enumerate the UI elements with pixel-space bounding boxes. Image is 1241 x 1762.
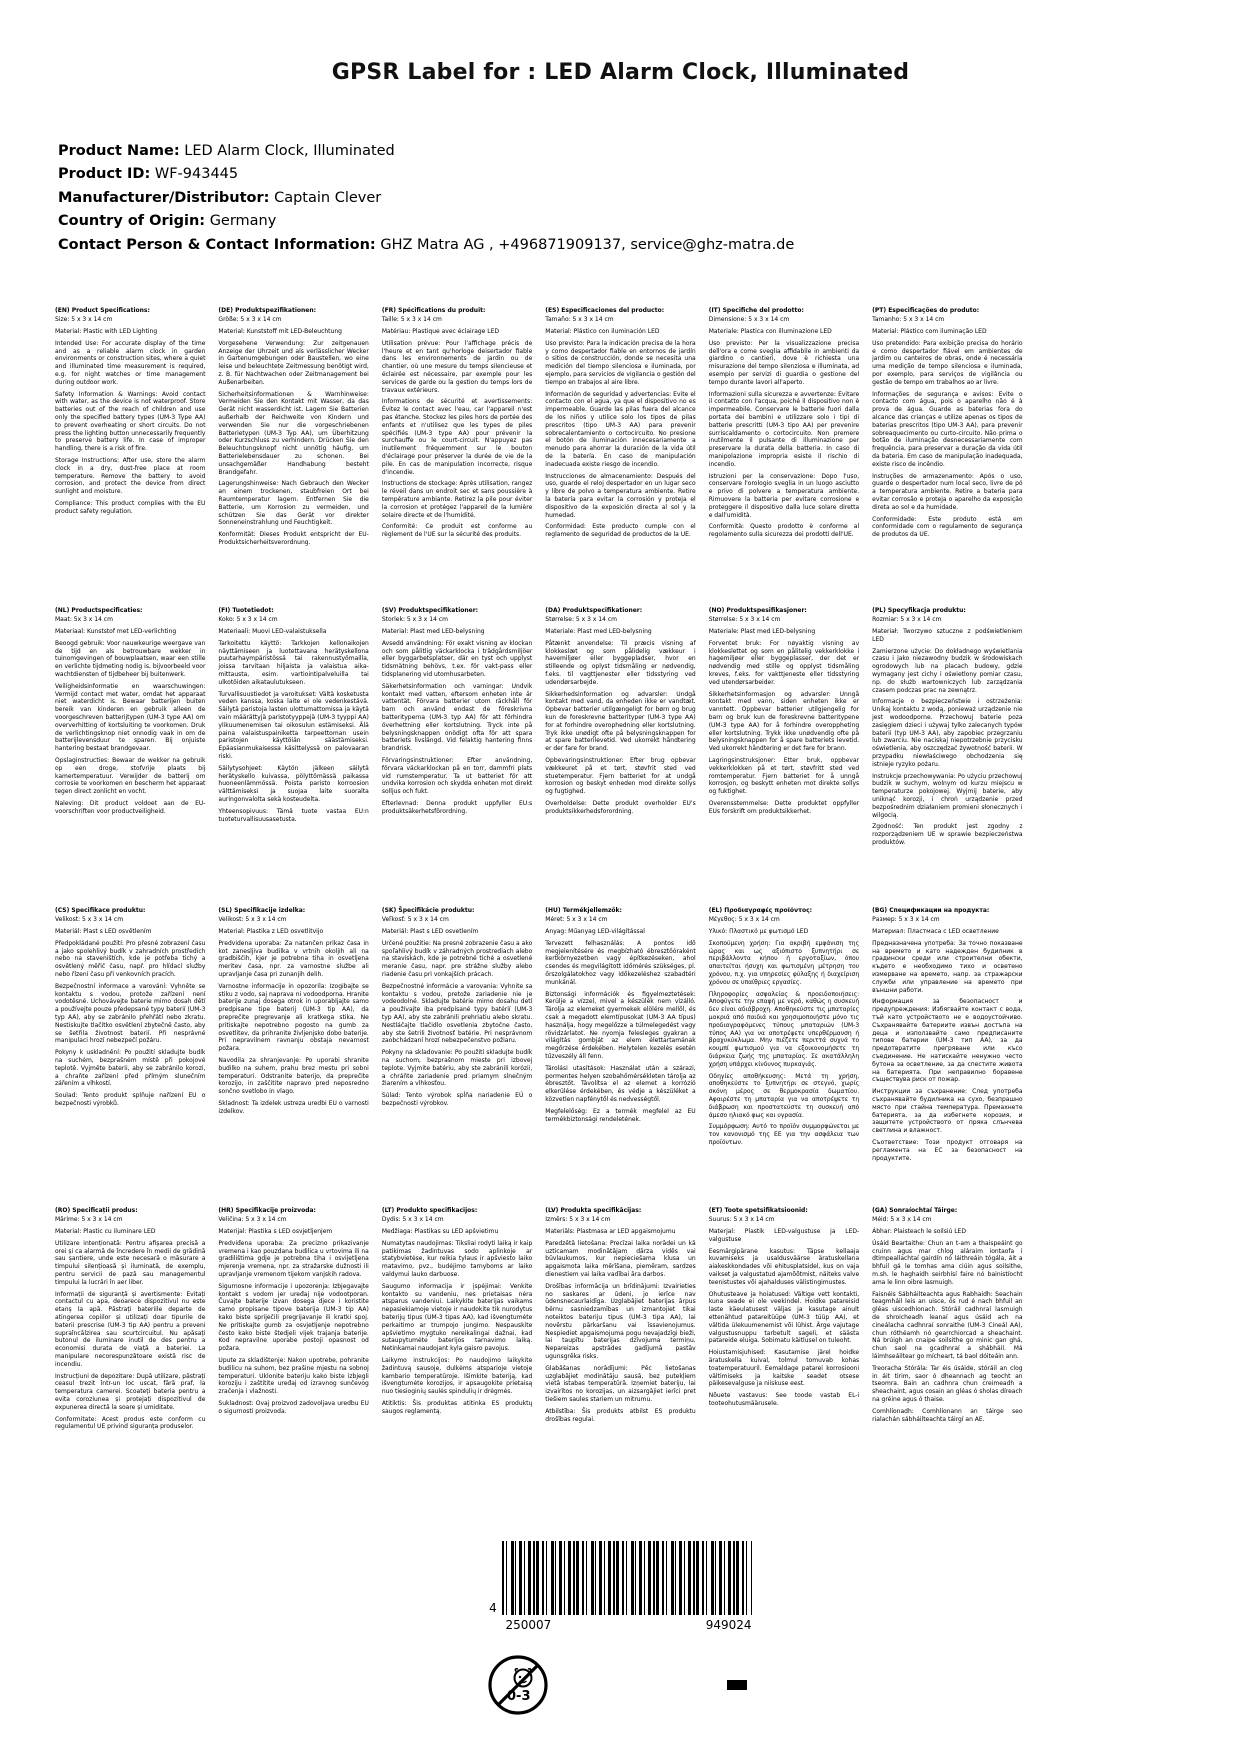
lang-block-da [545,607,695,907]
lang-block-lt [382,1207,532,1507]
lang-paragraph: Navodila za shranjevanje: Po uporabi shranite budilko na suhem, prahu brez mestu pri sobni temperaturi. Odstranite baterijo, da preprečite korozijo, in zaščitite napravo pred neposredno sončno svetlobo in vlago. [218,1056,369,1096]
lang-paragraph: Anyag: Műanyag LED-világítással [545,928,645,936]
lang-header-en: (EN) Product Specifications: [55,307,150,315]
meta-row-country [58,210,1186,233]
lang-paragraph: Medžiaga: Plastikas su LED apšvietimu [381,1228,499,1236]
lang-block-hu [545,907,695,1207]
lang-header-da: (DA) Produktspecifikationer: [545,607,643,615]
lang-paragraph: Sikkerhedsinformation og advarsler: Undgå kontakt med vand, da enheden ikke er vandtæt. Opbevar batterier utilgængeligt for børn og brug kun de foreskrevne batterityper (UM-3 type AA) for at forhindre overophedning eller kortslutning. Tryk ikke unødigt ofte på belysningsknappen for at spare batterilevetid. Ved ukorrekt håndtering er der fare for brand. [545,690,696,753]
product-id-label: Product ID: [58,166,151,183]
lang-block-sk [382,907,532,1207]
lang-paragraph: Informații de siguranță și avertismente: Evitați contactul cu apa, deoarece dispozitivul nu este etanș la apă. Păstrați bateriile departe de atingerea copiilor și utilizați doar tipurile de baterii prescrise (UM-3 tip AA) pentru a preveni supraîncălzirea sau scurtcircuitul. Nu apăsați butonul de iluminare inutil de des pentru a economisi durata de viață a bateriei. La manipulare necorespunzătoare există risc de incendiu. [55,1290,206,1368]
lang-header-cs: (CS) Specifikace produktu: [55,907,146,915]
lang-paragraph: Conformidade: Este produto está em conformidade com o regulamento de segurança de produtos da UE. [872,515,1023,539]
lang-header-hr: (HR) Specifikacije proizvoda: [218,1207,316,1215]
lang-paragraph: Informações de segurança e avisos: Evite o contacto com água, pois o aparelho não é à prova de água. Guarde as baterias fora do alcance das crianças e utilize apenas os tipos de baterias prescritos (tipo UM-3 AA), para prevenir sobreaquecimento ou curto-circuito. Não prima o botão de iluminação desnecessariamente com frequência, para preservar a duração da vida útil da bateria. Em caso de manipulação inadequada, existe risco de incêndio. [872,390,1023,468]
lang-paragraph: Velikost: 5 x 3 x 14 cm [55,916,124,924]
lang-header-nl: (NL) Productspecificaties: [55,607,143,615]
lang-paragraph: Informations de sécurité et avertissements: Évitez le contact avec l'eau, car l'appareil n'est pas étanche. Stockez les piles hors de portée des enfants et n'utilisez que les types de piles spécifiés (UM-3 type AA) pour prévenir la surchauffe ou le court-circuit. N'appuyez pas inutilement fréquemment sur le bouton d'éclairage pour préserver la durée de vie de la pile. En cas de manipulation incorrecte, risque d'incendie. [381,398,533,476]
lang-paragraph: Sigurnosne informacije i upozorenja: Izbjegavajte kontakt s vodom jer uređaj nije vodootporan. Čuvajte baterije izvan dosega djece i koristite samo propisane tipove baterija (UM-3 tip AA) kako biste spriječili pregrijavanje ili kratki spoj. Ne pritiskajte gumb za osvjetljenje nepotrebno često kako biste štedjeli vijek trajanja baterije. Kod nepravilne uporabe postoji opasnost od požara. [218,1282,369,1353]
lang-header-et: (ET) Toote spetsifikatsioonid: [708,1207,808,1215]
lang-body-ro [55,1216,205,1431]
barcode-numbers [490,1618,752,1632]
lang-paragraph: Informacje o bezpieczeństwie i ostrzeżenia: Unikaj kontaktu z wodą, ponieważ urządzenie nie jest wodoodporne. Przechowuj baterie poza zasięgiem dzieci i używaj tylko zalecanych typów baterii (typ UM-3 AA), aby zapobiec przegrzaniu lub zwarciu. Nie naciskaj niepotrzebnie przycisku oświetlenia, aby oszczędzać żywotność baterii. W przypadku niewłaściwego obchodzenia się istnieje ryzyko pożaru. [872,698,1023,768]
lang-paragraph: Méid: 5 x 3 x 14 cm [872,1216,932,1224]
lang-paragraph: Storage Instructions: After use, store the alarm clock in a dry, dust-free place at room temperature. Remove the battery to avoid corrosion, and protect the device from direct sunlight and moisture. [55,456,206,496]
barcode-left-digit: 4 [489,1601,497,1616]
lang-paragraph: Material: Plastic cu iluminare LED [55,1228,156,1236]
lang-block-el [709,907,859,1207]
lang-header-ga: (GA) Sonraíochtaí Táirge: [872,1207,958,1215]
meta-row-product-name [58,140,1186,163]
lang-paragraph: Materiale: Plast med LED-belysning [708,628,816,636]
lang-paragraph: Koko: 5 x 3 x 14 cm [218,616,278,624]
lang-paragraph: Materijal: Plastika s LED osvjetljenjem [218,1228,333,1236]
lang-paragraph: Påtænkt anvendelse: Til præcis visning af klokkeslæt og som pålidelig vækkeur i havemiljøer eller byggepladser, hvor en stilleende og oplyst tidsmåling er nødvendig, f.eks. til vagttjenester eller tidsstyring ved udendørsarbejde. [545,639,696,686]
lang-paragraph: Conformité: Ce produit est conforme au règlement de l'UE sur la sécurité des produits. [381,523,533,539]
barcode-bars [502,1541,752,1615]
product-name-value: LED Alarm Clock, Illuminated [184,143,395,159]
lang-body-hr [218,1216,368,1415]
lang-paragraph: Størrelse: 5 x 3 x 14 cm [545,616,617,624]
lang-paragraph: Glabāšanas norādījumi: Pēc lietošanas uzglabājiet modinātāju sausā, bez putekļiem vietā istabas temperatūrā. Izņemiet bateriju, lai izvairītos no korozijas, un aizsargājiet ierīci pret tiešiem saules stariem un mitrumu. [545,1364,696,1403]
lang-paragraph: Material: Kunststoff mit LED-Beleuchtung [218,328,342,336]
lang-paragraph: Bezpečnostní informace a varování: Vyhněte se kontaktu s vodou, protože zařízení není vodotěsné. Uchovávejte baterie mimo dosah dětí a používejte pouze předepsané typy baterií (UM-3 typ AA), aby se zabránilo přehřátí nebo zkratu. Nestiskujte tlačítko osvětlení zbytečně často, aby se šetřila životnost baterií. Při nesprávné manipulaci hrozí nebezpečí požáru. [55,982,206,1045]
lang-paragraph: Förvaringsinstruktioner: Efter användning, förvara väckarklockan på en torr, dammfri plats vid rumstemperatur. Ta ut batteriet för att undvika korrosion och skydda enheten mot direkt solljus och fukt. [381,756,533,796]
product-id-value: WF-943445 [154,166,239,183]
lang-block-nl [55,607,205,907]
lang-paragraph: Sukladnost: Ovaj proizvod zadovoljava uredbu EU o sigurnosti proizvoda. [218,1399,369,1415]
lang-paragraph: Suurus: 5 x 3 x 14 cm [708,1216,775,1224]
symbol-row [391,1654,851,1716]
lang-paragraph: Σκοπούμενη χρήση: Για ακριβή εμφάνιση της ώρας και ως αξιόπιστο ξυπνητήρι σε περιβάλλοντα κήπου ή εργοταξίων, όπου απαιτείται ήσυχη και φωτισμένη μέτρηση του χρόνου, π.χ. για υπηρεσίες φύλαξης ή διαχείριση χρόνου σε υπαίθριες εργασίες. [708,939,860,986]
lang-paragraph: Storlek: 5 x 3 x 14 cm [381,616,448,624]
lang-body-lt [382,1216,532,1415]
lang-paragraph: Sikkerhetsinformasjon og advarsler: Unngå kontakt med vann, siden enheten ikke er vanntett. Oppbevar batterier utilgjengelig for barn og bruk kun de foreskrevne batteritypene (UM-3 type AA) for å forhindre overoppheting eller kortslutning. Trykk ikke unødvendig ofte på belysningsknappen for å spare batteriets levetid. Ved ukorrekt håndtering er det fare for brann. [708,690,860,753]
lang-paragraph: Upute za skladištenje: Nakon upotrebe, pohranite budilicu na suhom, bez prašine mjestu na sobnoj temperaturi. Uklonite bateriju kako biste izbjegli koroziju i zaštitite uređaj od izravnog sunčevog zračenja i vlažnosti. [218,1356,369,1396]
lang-body-pl [872,616,1022,847]
lang-paragraph: Informazioni sulla sicurezza e avvertenze: Evitare il contatto con l'acqua, poiché il dispositivo non è impermeabile. Conservare le batterie fuori dalla portata dei bambini e utilizzare solo i tipi di batterie prescritti (UM-3 tipo AA) per prevenire surriscaldamento o cortocircuito. Non premere inutilmente il pulsante di illuminazione per preservare la durata della batteria. In caso di manipolazione impropria esiste il rischio di incendio. [708,390,860,468]
lang-paragraph: Tervezett felhasználás: A pontos idő megjelenítésére és megbízható ébresztőóraként kertkörnyezetben vagy építkezéseken, ahol csendes és megvilágított időmérés szükséges, pl. őrszolgálatokhoz vagy időkezeléshez szabadtéri munkánál. [545,939,696,986]
lang-paragraph: Nõuete vastavus: See toode vastab EL-i tooteohutusmäärusele. [708,1392,860,1407]
lang-header-hu: (HU) Termékjellemzők: [545,907,622,915]
lang-paragraph: Efterlevnad: Denna produkt uppfyller EU:s produktsäkerhetsförordning. [381,799,533,815]
lang-paragraph: Forventet bruk: For nøyaktig visning av klokkeslettet og som en pålitelig vekkerklokke i hagemiljøer eller byggeplasser, der det er nødvendig med stille og opplyst tidsmåling kreves, f.eks. for vakttjeneste eller tidsstyring ved utendørsarbeider. [708,639,860,686]
lang-paragraph: Съответствие: Този продукт отговаря на регламента на ЕС за безопасност на продуктите. [872,1138,1023,1162]
not-for-children-under-3-icon [487,1654,549,1716]
lang-block-en [55,307,205,607]
contact-value: GHZ Matra AG , +496871909137, service@ghz-matra.de [380,236,795,253]
lang-paragraph: Lagerungshinweise: Nach Gebrauch den Wecker an einem trockenen, staubfreien Ort bei Raumtemperatur lagern. Entfernen Sie die Batterie, um Korrosion zu vermeiden, und schützen Sie das Gerät vor direkter Sonneneinstrahlung und Feuchtigkeit. [218,480,369,527]
lang-body-no [709,616,859,815]
lang-paragraph: Mărime: 5 x 3 x 14 cm [55,1216,123,1224]
lang-paragraph: Rozmiar: 5 x 3 x 14 cm [872,616,942,624]
lang-paragraph: Instrukcje przechowywania: Po użyciu przechowuj budzik w suchym, wolnym od kurzu miejscu w temperaturze pokojowej. Wyjmij baterie, aby uniknąć korozji, i chroń urządzenie przed bezpośrednim działaniem promieni słonecznych i wilgocią. [872,772,1023,819]
lang-paragraph: Treoracha Stórála: Tar éis úsáide, stóráil an clog in áit tirim, saor ó dheannach ag teocht an tseomra. Bain an cadhnra chun creimeadh a sheachaint, agus cosain an gléas ó sholas díreach na gréine agus ó thaise. [872,1364,1023,1403]
lang-body-da [545,616,695,815]
lang-block-ga [872,1207,1022,1507]
lang-paragraph: Информация за безопасност и предупреждения: Избягвайте контакт с вода, тъй като устройството не е водоустойчиво. Съхранявайте батериите извън достъпа на деца и използвайте само предписаните типове батерии (UM-3 тип AA), за да предотвратите прегряване или късо съединение. Не натискайте ненужно често бутона за осветление, за да спестите живота на батерията. При неправилно боравене съществува риск от пожар. [872,998,1023,1084]
lang-paragraph: Veličina: 5 x 3 x 14 cm [218,1216,287,1224]
lang-block-de [218,307,368,607]
lang-paragraph: Pokyny na skladovanie: Po použití skladujte budík na suchom, bezprašnom mieste pri izbovej teplote. Vyjmite batériu, aby ste zabránili korózii, a chráňte zariadenie pred priamym slnečným žiarením a vlhkosťou. [381,1049,533,1088]
lang-paragraph: Tárolási utasítások: Használat után a szárazi, pormentes helyen szobahőmérsékleten tárolja az ébresztőt. Távolítsa el az elemet a korrózió elkerülése érdekében, és védje a készüléket a közvetlen napfénytől és nedvességtől. [545,1064,696,1103]
lang-block-et [709,1207,859,1507]
lang-paragraph: Ohutusteave ja hoiatused: Vältige vett kontakti, kuna seade ei ole veekindel. Hoidke patareisid laste käeulatusest väljas ja kasutage ainult ettenähtud patareitüüpe (UM-3 tüüp AA), et vältida ülekuumenemist või lühist. Ärge vajutage valgustusnuppu tarbetult sageli, et säästa patareide eluiga. Sobimatu käitlusel on tuleoht. [708,1290,860,1345]
lang-paragraph: Lagringsinstruksjoner: Etter bruk, oppbevar vekkerklokken på et tørt, støvfritt sted ved romtemperatur. Fjern batteriet for å unngå korrosjon, og beskytt enheten mot direkte sollys og fuktighet. [708,756,860,796]
lang-header-fi: (FI) Tuotetiedot: [218,607,274,615]
lang-paragraph: Material: Plastika z LED osvetlitvijo [218,928,324,936]
lang-paragraph: Dydis: 5 x 3 x 14 cm [381,1216,444,1224]
lang-paragraph: Material: Plástico com iluminação LED [872,328,987,336]
language-sections-grid [55,307,1186,1507]
lang-header-fr: (FR) Spécifications du produit: [381,307,486,315]
lang-body-sl [218,916,368,1115]
lang-block-hr [218,1207,368,1507]
lang-paragraph: Utilizare intenționată: Pentru afișarea precisă a orei și ca alarmă de încredere în medii de grădină sau șantiere, unde este necesară o măsurare a timpului silențioasă și iluminată, de exemplu, pentru servicii de pază sau managementul timpului la lucrări în aer liber. [55,1239,206,1286]
lang-paragraph: Размер: 5 x 3 x 14 cm [872,916,940,924]
lang-paragraph: Overensstemmelse: Dette produktet oppfyller EUs forskrift om produktsikkerhet. [708,799,860,815]
lang-block-empty-3 [1036,907,1186,1207]
lang-paragraph: Materiaali: Muovi LED-valaistuksella [218,628,327,636]
lang-paragraph: Naleving: Dit product voldoet aan de EU-voorschriften voor productveiligheid. [55,799,206,815]
lang-paragraph: Materiaal: Kunststof met LED-verlichting [55,628,177,636]
lang-paragraph: Υλικό: Πλαστικό με φωτισμό LED [708,928,809,936]
product-name-label: Product Name: [58,143,180,159]
contact-label: Contact Person & Contact Information: [58,236,376,253]
lang-paragraph: Soulad: Tento produkt splňuje nařízení EU o bezpečnosti výrobků. [55,1092,206,1107]
lang-paragraph: Zamierzone użycie: Do dokładnego wyświetlania czasu i jako niezawodny budzik w środowiskach ogrodowych lub na placach budowy, gdzie wymagany jest cichy i oświetlony pomiar czasu, np. do służb wartowniczych lub zarządzania czasem podczas prac na zewnątrz. [872,647,1023,694]
lang-paragraph: Uso previsto: Per la visualizzazione precisa dell'ora e come sveglia affidabile in ambienti da giardino o cantieri, dove è richiesta una misurazione del tempo silenziosa e illuminata, ad esempio per servizi di guardia o gestione del tempo durante lavori all'aperto. [708,339,860,386]
lang-block-it [709,307,859,607]
lang-paragraph: Size: 5 x 3 x 14 cm [55,316,113,324]
lang-header-sl: (SL) Specifikacije izdelka: [218,907,306,915]
lang-paragraph: Taille: 5 x 3 x 14 cm [381,316,442,324]
lang-block-empty-1 [1036,307,1186,607]
lang-paragraph: Vorgesehene Verwendung: Zur zeitgenauen Anzeige der Uhrzeit und als verlässlicher Wecker in Gartenumgebungen oder Baustellen, wo eine leise und beleuchtete Zeitmessung benötigt wird, z. B. für Nachtwachen oder Zeitmanagement bei Außenarbeiten. [218,339,369,386]
lang-body-nl [55,616,205,815]
lang-paragraph: Atitiktis: Šis produktas atitinka ES produktų saugos reglamentą. [381,1399,533,1415]
manufacturer-label: Manufacturer/Distributor: [58,189,270,206]
lang-block-bg [872,907,1022,1207]
lang-paragraph: Instrucțiuni de depozitare: După utilizare, păstrați ceasul trezit într-un loc uscat, fără praf, la temperatura camerei. Scoateți bateria pentru a evita coroziunea și protejați dispozitivul de expunerea directă la soare și umiditate. [55,1372,206,1411]
lang-paragraph: Conformidad: Este producto cumple con el reglamento de seguridad de productos de la UE. [545,523,696,539]
lang-paragraph: Säkerhetsinformation och varningar: Undvik kontakt med vatten, eftersom enheten inte är vattentät. Förvara batterier utom räckhåll för barn och använd endast de föreskrivna batterityperna (UM-3 typ AA) för att förhindra överhettning eller kortslutning. Tryck inte på belysningsknappen onödigt ofta för att spara batteriets livslängd. Vid felaktig hantering finns brandrisk. [381,682,533,753]
lang-paragraph: Určené použitie: Na presné zobrazenie času a ako spoľahlivý budík v záhradných prostrediach alebo na staviskách, kde je potrebné tiché a osvetlené meranie času, napr. pre strážne služby alebo riadenie času pri vonkajších prácach. [381,939,533,978]
lang-paragraph: Skladnost: Ta izdelek ustreza uredbi EU o varnosti izdelkov. [218,1099,369,1115]
lang-paragraph: Größe: 5 x 3 x 14 cm [218,316,282,324]
lang-paragraph: Materjal: Plastik LED-valgustuse ja LED-valgustuse [708,1228,860,1243]
lang-paragraph: Dimensione: 5 x 3 x 14 cm [708,316,790,324]
lang-paragraph: Istruzioni per la conservazione: Dopo l'uso, conservare l'orologio sveglia in un luogo asciutto e privo di polvere a temperatura ambiente. Rimuovere la batteria per evitare corrosione e proteggere il dispositivo dalla luce solare diretta e dall'umidità. [708,472,860,519]
lang-body-bg [872,916,1022,1162]
ce-marking-icon [659,1654,755,1716]
lang-header-es: (ES) Especificaciones del producto: [545,307,665,315]
lang-paragraph: Drošības informācija un brīdinājumi: Izvairieties no saskares ar ūdeni, jo ierīce nav ūdensnecaurlaidīga. Uzglabājiet baterijas ārpus bērnu sasniedzamības un izmantojiet tikai noteiktos bateriju tipus (UM-3 tipa AA), lai novērstu pārkaršanu vai īssavienojumus. Nespiediet apgaismojuma pogu nevajadzīgi bieži, lai taupītu baterijas dzīvojuma termiņu. Nepareizas apstrādes gadījumā pastāv ugunsgrēka risks. [545,1282,696,1360]
lang-paragraph: Veľkosť: 5 x 3 x 14 cm [381,916,449,924]
lang-body-el [709,916,859,1147]
lang-paragraph: Eesmärgipärane kasutus: Täpse kellaaja kuvamiseks ja usaldusväärse äratuskellana aiakeskkondades või ehitusplatsidel, kus on vaja vaikset ja valgustatud ajamõõtmist, näiteks valve teenistustes või ajahalduses välistingimustes. [708,1247,860,1286]
lang-body-fi [218,616,368,823]
lang-paragraph: Zgodność: Ten produkt jest zgodny z rozporządzeniem UE w sprawie bezpieczeństwa produktów. [872,823,1023,846]
lang-paragraph: Předpokládané použití: Pro přesné zobrazení času a jako spolehlivý budík v zahradních prostředích nebo na staveništích, kde je potřeba tichý a osvětlený měřič času, např. pro hlídací služby nebo řízení času při venkovních pracích. [55,939,206,978]
lang-body-pt [872,316,1022,539]
lang-body-it [709,316,859,539]
lang-paragraph: Intended Use: For accurate display of the time and as a reliable alarm clock in garden environments or construction sites, where a quiet and illuminated time measurement is required, e.g. for night watches or time management during outdoor work. [55,339,206,386]
barcode-group-1: 250007 [505,1618,552,1633]
lang-paragraph: Opbevaringsinstruktioner: Efter brug opbevar vækkeuret på et tørt, støvfrit sted ved stuetemperatur. Fjern batteriet for at undgå korrosion og beskyt enheden mod direkte sollys og fugtighed. [545,756,696,796]
lang-header-no: (NO) Produktspesifikasjoner: [708,607,807,615]
lang-paragraph: Ábhar: Plaisteach le soilsiú LED [872,1228,966,1236]
lang-paragraph: Megfelelőség: Ez a termék megfelel az EU termékbiztonsági rendeletének. [545,1107,696,1123]
lang-block-empty-4 [1036,1207,1186,1507]
lang-paragraph: Materiał: Tworzywo sztuczne z podświetleniem LED [872,628,1023,643]
lang-paragraph: Säilytysohjeet: Käytön jälkeen säilytä herätyskello kuivassa, pölyttömässä paikassa huoneenlämmössä. Poista paristo korroosion välttämiseksi ja suojaa laite suoralta auringonvalolta sekä kosteudelta. [218,764,369,803]
lang-header-el: (EL) Προδιαγραφές προϊόντος: [708,907,813,915]
lang-paragraph: Konformität: Dieses Produkt entspricht der EU-Produktsicherheitsverordnung. [218,531,369,546]
lang-header-de: (DE) Produktspezifikationen: [218,307,317,315]
lang-body-sk [382,916,532,1108]
lang-block-sl [218,907,368,1207]
lang-paragraph: Πληροφορίες ασφαλείας & προειδοποιήσεις: Αποφύγετε την επαφή με νερό, καθώς η συσκευή δεν είναι αδιάβροχη. Αποθηκεύστε τις μπαταρίες μακριά από παιδιά και χρησιμοποιήστε μόνο τις προδιαγραφόμενες τύπους μπαταριών (UM-3 τύπος AA) για να αποτρέψετε υπερθέρμανση ή βραχυκύκλωμα. Μην πιέζετε περιττά συχνά το κουμπί φωτισμού για να εξοικονομήσετε τη διάρκεια ζωής της μπαταρίας. Σε ακατάλληλη χρήση υπάρχει κίνδυνος πυρκαγιάς. [708,990,860,1068]
lang-paragraph: Sicherheitsinformationen & Warnhinweise: Vermeiden Sie den Kontakt mit Wasser, da das Gerät nicht wasserdicht ist. Lagern Sie Batterien außerhalb der Reichweite von Kindern und verwenden Sie nur die vorgeschriebenen Batterietypen (UM-3 Typ AA), um Überhitzung oder Kurzschluss zu verhindern. Drücken Sie den Beleuchtungsknopf nicht unnötig häufig, um Batterielebensdauer zu schonen. Bei unsachgemäßer Handhabung besteht Brandgefahr. [218,390,369,476]
lang-paragraph: Uso previsto: Para la indicación precisa de la hora y como despertador fiable en entornos de jardín o sitios de construcción, donde se necesita una medición del tiempo silenciosa e iluminada, por ejemplo, para servicios de vigilancia o gestión del tiempo en trabajos al aire libre. [545,339,696,386]
age-warning-text: 0-3 [506,1689,530,1705]
lang-paragraph: Tarkoitettu käyttö: Tarkkojen kellonaikojen näyttämiseen ja luotettavana herätyskellona puutarhaympäristössä tai rakennustyömailla, joissa tarvitaan hiljaista ja valaistua aika-mittausta, esim. vartiointipalveluilla tai ulkotöiden aikataulutukseen. [218,639,369,686]
lang-body-cs [55,916,205,1108]
lang-block-fi [218,607,368,907]
lang-body-es [545,316,695,539]
lang-header-pl: (PL) Specyfikacja produktu: [872,607,966,615]
lang-paragraph: Predviđena uporaba: Za precizno prikazivanje vremena i kao pouzdana budilica u vrtovima ili na gradilištima gdje je potrebna tiha i osvijetljena mjerenja vremena, npr. za stražarske dužnosti ili upravljanje vremenom tijekom vanjskih radova. [218,1239,369,1278]
lang-paragraph: Οδηγίες αποθήκευσης: Μετά τη χρήση, αποθηκεύστε το ξυπνητήρι σε στεγνό, χωρίς σκόνη μέρος σε θερμοκρασία δωματίου. Αφαιρέστε τη μπαταρία για να αποτρέψετε τη διάβρωση και προστατεύστε τη συσκευή από άμεσο ηλιακό φως και υγρασία. [708,1072,860,1119]
lang-paragraph: Uso pretendido: Para exibição precisa do horário e como despertador fiável em ambientes de jardim ou canteiros de obras, onde é necessária uma medição de tempo silenciosa e iluminada, por exemplo, para serviços de vigilância ou gestão de tempo em trabalhos ao ar livre. [872,339,1023,386]
meta-row-product-id [58,163,1186,186]
lang-paragraph: Safety Information & Warnings: Avoid contact with water, as the device is not waterproof. Store batteries out of the reach of children and use only the specified battery types (UM-3 Type AA) to prevent overheating or short circuits. Do not press the lighting button unnecessarily frequently to preserve battery life. In case of improper handling, there is a risk of fire. [55,390,206,453]
lang-header-pt: (PT) Especificações do produto: [872,307,980,315]
lang-header-lv: (LV) Produkta specifikācijas: [545,1207,642,1215]
lang-paragraph: Compliance: This product complies with the EU product safety regulation. [55,499,206,515]
lang-body-sv [382,616,532,815]
manufacturer-value: Captain Clever [274,189,382,206]
barcode [489,1541,752,1615]
lang-paragraph: Veiligheidsinformatie en waarschuwingen: Vermijd contact met water, omdat het apparaat niet waterdicht is. Bewaar batterijen buiten bereik van kinderen en gebruik alleen de voorgeschreven batterijtypen (UM-3 type AA) om oververhitting of kortsluiting te voorkomen. Druk de verlichtingsknop niet onnodig vaak in om de batterijlevensduur te sparen. Bij onjuiste hantering bestaat brandgevaar. [55,682,206,753]
lang-paragraph: Материал: Пластмаса с LED осветление [872,928,999,936]
lang-paragraph: Maat: 5x 3 x 14 cm [55,616,113,624]
barcode-area [55,1541,1186,1716]
lang-paragraph: Matériau: Plastique avec éclairage LED [381,328,500,336]
lang-body-lv [545,1216,695,1423]
lang-paragraph: Predvidena uporaba: Za natančen prikaz časa in kot zanesljiva budilka v vrtnih okoljih ali na gradbiščih, kjer je potrebna tiha in osvetljena meritev časa, npr. za varnostne službe ali upravljanje časa pri zunanjih delih. [218,939,369,978]
lang-paragraph: Conformità: Questo prodotto è conforme al regolamento sulla sicurezza dei prodotti dell'UE. [708,523,860,539]
lang-paragraph: Pokyny k uskladnění: Po použití skladujte budík na suchém, bezprašném místě při pokojové teplotě. Vyjměte baterii, aby se zabránilo korozi, a chraňte zařízení před přímým slunečním zářením a vlhkostí. [55,1049,206,1088]
lang-paragraph: Úsáid Beartaithe: Chun an t-am a thaispeáint go cruinn agus mar chlog aláraim iontaofa i dtimpeallachtaí gairdín nó láithreáin tógála, áit a bhfuil gá le tomhas ama ciúin agus soilsithe, m.sh. le haghaidh seirbhísí faire nó bainistíocht ama le linn oibre lasmuigh. [872,1239,1023,1286]
lang-block-no [709,607,859,907]
lang-body-et [709,1216,859,1408]
product-meta-block [58,140,1186,257]
lang-paragraph: Συμμόρφωση: Αυτό το προϊόν συμμορφώνεται με τον κανονισμό της ΕΕ για την ασφάλεια των προϊόντων. [708,1123,860,1146]
lang-block-sv [382,607,532,907]
lang-header-it: (IT) Specifiche del prodotto: [708,307,804,315]
country-of-origin-value: Germany [209,213,277,230]
lang-paragraph: Instruções de armazenamento: Após o uso, guarde o despertador num local seco, livre de pó a temperatura ambiente. Retire a bateria para evitar corrosão e proteja o aparelho da exposição direta ao sol e da humidade. [872,472,1023,511]
lang-paragraph: Material: Plastic with LED Lighting [55,328,158,336]
lang-body-hu [545,916,695,1123]
lang-paragraph: Tamaño: 5 x 3 x 14 cm [545,316,614,324]
lang-paragraph: Avsedd användning: För exakt visning av klockan och som pålitlig väckarklocka i trädgårdsmiljöer eller byggarbetsplatser, där en tyst och upplyst tidsmätning behövs, t.ex. för vakt-pass eller tidsplanering vid utomhusarbeten. [381,639,533,678]
lang-paragraph: Izmērs: 5 x 3 x 14 cm [545,1216,611,1224]
lang-paragraph: Materiale: Plast med LED-belysning [545,628,652,636]
lang-paragraph: Turvallisuustiedot ja varoitukset: Vältä kosketusta veden kanssa, koska laite ei ole vedenkestävä. Säilytä paristoja lasten ulottumattomissa ja käytä vain määrättyjä paristotyyppejä (UM-3 tyyppi AA) ylikuumenemisen tai oikosulun estämiseksi. Älä paina valaistuspainiketta tarpeettoman usein paristojen käyttöiän säästämiseksi. Epäasianmukaisessa käsittelyssä on palovaaran riski. [218,690,369,760]
lang-paragraph: Materiál: Plast s LED osvětlením [55,928,152,936]
lang-paragraph: Información de seguridad y advertencias: Evite el contacto con el agua, ya que el dispositivo no es impermeable. Guarde las pilas fuera del alcance de los niños y utilice solo los tipos de pilas prescritos (tipo UM-3 AA) para prevenir sobrecalentamiento o cortocircuito. No presione el botón de iluminación innecesariamente a menudo para ahorrar la duración de la vida útil de la batería. En caso de manipulación inadecuada existe riesgo de incendio. [545,390,696,468]
lang-paragraph: Инструкции за съхранение: След употреба съхранявайте будилника на сухо, безпрашно място при стайна температура. Премахнете батерията, за да избегнете корозия, и защитете устройството от пряка слънчева светлина и влажност. [872,1088,1023,1135]
lang-paragraph: Instrucciones de almacenamiento: Después del uso, guarde el reloj despertador en un lugar seco y libre de polvo a temperatura ambiente. Retire la batería para evitar la corrosión y proteja el dispositivo de la exposición directa al sol y la humedad. [545,472,696,519]
lang-block-fr [382,307,532,607]
lang-paragraph: Предназначена употреба: За точно показване на времето и като надежден будилник в градински среди или строителни обекти, където е необходимо тихо и осветено измерване на времето, напр. за стражарски служби или управление на времето при външни работи. [872,939,1023,994]
lang-header-sk: (SK) Špecifikácie produktu: [381,907,475,915]
country-of-origin-label: Country of Origin: [58,213,206,230]
lang-paragraph: Material: Plástico con iluminación LED [545,328,660,336]
lang-paragraph: Faisnéis Sábháilteachta agus Rabhaidh: Seachain teagmháil leis an uisce, ós rud é nach bhfuil an gléas uiscedhíonach. Stóráil cadhnraí lasmuigh de shroicheadh leanaí agus úsáid ach na cineálacha cadhnraí sonraithe (UM-3 Cineál AA), chun róthéamh nó gearrchiorcad a sheachaint. Ná brúigh an cnaipe soilsithe go minic gan ghá, chun saol na gcadhnraí a shábháil. Má láimhseáiltear go mícheart, tá baol dóiteáin ann. [872,1290,1023,1360]
lang-block-es [545,307,695,607]
lang-paragraph: Súlad: Tento výrobok spĺňa nariadenie EÚ o bezpečnosti výrobkov. [381,1092,533,1107]
lang-paragraph: Størrelse: 5 x 3 x 14 cm [708,616,781,624]
lang-paragraph: Beoogd gebruik: Voor nauwkeurige weergave van de tijd en als betrouwbare wekker in tuinomgevingen of bouwplaatsen, waar een stille en verlichte tijdmeting nodig is, bijvoorbeeld voor wachtdiensten of tijdbeheer bij buitenwerk. [55,639,206,678]
lang-paragraph: Μέγεθος: 5 x 3 x 14 cm [708,916,780,924]
lang-body-de [218,316,368,547]
lang-paragraph: Overholdelse: Dette produkt overholder EU's produktsikkerhedsforordning. [545,799,696,815]
lang-paragraph: Yhteensopivuus: Tämä tuote vastaa EU:n tuoteturvallisuusasetusta. [218,807,369,823]
lang-block-pl [872,607,1022,907]
lang-paragraph: Opslaginstructies: Bewaar de wekker na gebruik op een droge, stofvrije plaats bij kamertemperatuur. Verwijder de batterij om corrosie te voorkomen en bescherm het apparaat tegen direct zonlicht en vocht. [55,756,206,796]
lang-block-cs [55,907,205,1207]
lang-paragraph: Atbilstība: Šis produkts atbilst ES produktu drošības regulai. [545,1407,696,1423]
lang-header-ro: (RO) Specificații produs: [55,1207,138,1215]
lang-paragraph: Bezpečnostné informácie a varovania: Vyhnite sa kontaktu s vodou, pretože zariadenie nie je vodeodolné. Skladujte batérie mimo dosahu detí a používajte iba predpísané typy batérií (UM-3 typ AA), aby ste zabránili prehriatiu alebo skratu. Nestláčajte tlačidlo osvetlenia zbytočne často, aby ste šetrili životnosť batérie. Pri nesprávnom zaobchádzaní hrozí nebezpečenstvo požiaru. [381,982,533,1045]
lang-block-ro [55,1207,205,1507]
lang-header-sv: (SV) Produktspecifikationer: [381,607,479,615]
lang-body-ga [872,1216,1022,1423]
lang-paragraph: Material: Plast med LED-belysning [381,628,485,636]
barcode-group-2: 949024 [705,1618,752,1633]
lang-paragraph: Laikymo instrukcijos: Po naudojimo laikykite žadintuvą sausoje, dulkėms atsparioje vietoje kambario temperatūroje. Išimkite bateriją, kad išvengtumėte korozijos, ir apsaugokite prietaisą nuo tiesioginių saulės spindulių ir drėgmės. [381,1356,533,1396]
lang-paragraph: Tamanho: 5 x 3 x 14 cm [872,316,945,324]
lang-body-en [55,316,205,515]
lang-paragraph: Utilisation prévue: Pour l'affichage précis de l'heure et en tant qu'horloge deisertador fiable dans les environnements de jardin ou de chantier, où une mesure du temps silencieuse et éclairée est nécessaire, par exemple pour les services de garde ou la gestion du temps lors de travaux extérieurs. [381,339,533,394]
lang-header-bg: (BG) Спецификации на продукта: [872,907,990,915]
meta-row-contact [58,234,1186,257]
lang-paragraph: Numatytas naudojimas: Tiksliai rodyti laiką ir kaip patikimas žadintuvas sodo aplinkoje ar statybvietėse, kur reikia tylaus ir apšviesto laiko matavimo, pvz., budėjimo tarnyboms ar laiko valdymui lauko darbuose. [381,1239,533,1278]
lang-paragraph: Conformitate: Acest produs este conform cu regulamentul UE privind siguranța produselor. [55,1415,206,1431]
lang-paragraph: Materiál: Plast s LED osvetlením [381,928,479,936]
lang-paragraph: Comhlíonadh: Comhlíonann an táirge seo rialachán sábháilteachta táirgí an AE. [872,1407,1023,1423]
lang-paragraph: Materiale: Plastica con illuminazione LED [708,328,832,336]
lang-block-lv [545,1207,695,1507]
lang-body-fr [382,316,532,539]
meta-row-manufacturer [58,187,1186,210]
lang-paragraph: Paredzētā lietošana: Precīzai laika norādei un kā uzticamam modinātājam dārza vidēs vai būvlaukumos, kur nepieciešama klusa un apgaismota laika mērīšana, piemēram, sardzes dienestiem vai laika vadībai āra darbos. [545,1239,696,1278]
lang-paragraph: Instructions de stockage: Après utilisation, rangez le réveil dans un endroit sec et sans poussière à température ambiante. Retirez la pile pour éviter la corrosion et protégez l'appareil de la lumière solaire directe et de l'humidité. [381,480,533,519]
lang-paragraph: Saugumo informacija ir įspėjimai: Venkite kontakto su vandeniu, nes prietaisas nėra atsparus vandeniui. Laikykite baterijas vaikams nepasiekiamoje vietoje ir naudokite tik nurodytus baterijų tipus (UM-3 tipas AA), kad išvengtumėte perkaitimo ar trumpojo jungimo. Nespauskite apšvietimo mygtuko nereikalingai dažnai, kad sutaupytumėte baterijos tarnavimo laiką. Netinkamai naudojant kyla gaisro pavojus. [381,1282,533,1353]
lang-header-lt: (LT) Produkto specifikacijos: [381,1207,478,1215]
lang-paragraph: Biztonsági információk és figyelmeztetések: Kerülje a vízzel, mivel a készülék nem vízálló. Tárolja az elemeket gyermekek elölére mellől, és csak a megadott elemtípusokat (UM-3 AA típus) használja, hogy megelőzze a túlmelegedést vagy rövidzárlatot. Ne nyomja felesleges gyakran a világítás gombját az elem élettartamának megőrzése érdekében. Helytelen kezelés esetén tűzveszély áll fenn. [545,990,696,1060]
lang-block-pt [872,307,1022,607]
lang-paragraph: Varnostne informacije in opozorila: Izogibajte se stiku z vodo, saj naprava ni vodoodporna. Hranite baterije zunaj dosega otrok in uporabljajte samo predpisane tipe baterij (UM-3 tip AA), da preprečite pregrevanje ali kratkega stika. Ne pritiskajte nepotrebno pogosto na gumb za osvetlitev, da prihranite življenjsko dobo baterije. Pri nepravilnem ravnanju obstaja nevarnost požara. [218,982,369,1053]
lang-block-empty-2 [1036,607,1186,907]
page-title: GPSR Label for : LED Alarm Clock, Illuminated [331,60,910,85]
lang-paragraph: Méret: 5 x 3 x 14 cm [545,916,608,924]
lang-paragraph: Hoiustamisjuhised: Kasutamise järel hoidke äratuskella kuival, tolmul tomuvab kohas toatemperatuuril. Eemaldage patarei korrosiooni vältimiseks ja kaitske seadet otsese päikesevalguse ja niiskuse eest. [708,1349,860,1388]
lang-paragraph: Velikost: 5 x 3 x 14 cm [218,916,287,924]
lang-paragraph: Materiāls: Plastmasa ar LED apgaismojumu [545,1228,676,1236]
